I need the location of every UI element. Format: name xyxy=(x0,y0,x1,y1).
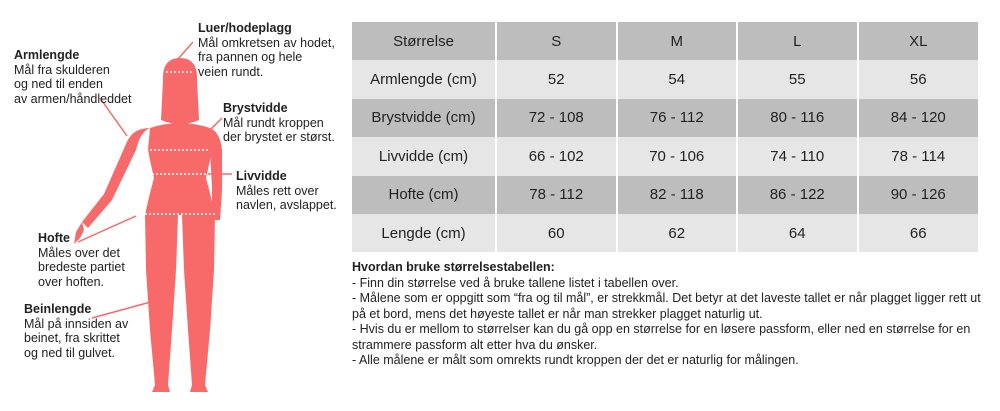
howto-item: - Målene som er oppgitt som “fra og til mål”, er strekkmål. Det betyr at det laveste tallet er når plagget ligger rett ut på et bord, mens det høyeste tallet er når man strekker plagget naturlig ut. xyxy=(352,291,981,321)
howto-item: - Alle målene er målt som omrekts rundt kroppen der det er naturlig for målingen. xyxy=(352,353,799,367)
table-header-cell: XL xyxy=(858,22,979,60)
table-cell: 55 xyxy=(737,60,858,98)
table-cell: 66 xyxy=(858,214,979,252)
table-header-row xyxy=(351,22,978,60)
table-row xyxy=(351,214,978,252)
table-cell: 72 - 108 xyxy=(496,99,617,137)
annotation-chest-desc: Mål rundt kroppen der brystet er størst. xyxy=(223,115,335,144)
table-row xyxy=(351,176,978,214)
row-label: Armlengde (cm) xyxy=(351,60,496,98)
annotation-waist-title: Livvidde xyxy=(236,169,287,183)
row-label: Livvidde (cm) xyxy=(351,137,496,175)
annotation-leg-title: Beinlengde xyxy=(24,302,92,316)
table-cell: 62 xyxy=(617,214,738,252)
table-cell: 66 - 102 xyxy=(496,137,617,175)
table-row xyxy=(351,99,978,137)
table-row xyxy=(351,60,978,98)
table-cell: 56 xyxy=(858,60,979,98)
howto-title: Hvordan bruke størrelsestabellen: xyxy=(352,260,555,274)
annotation-hip-title: Hofte xyxy=(38,231,70,245)
body-measurement-figure xyxy=(0,0,350,406)
size-table xyxy=(350,22,978,252)
table-header-cell: L xyxy=(737,22,858,60)
row-label: Hofte (cm) xyxy=(351,176,496,214)
annotation-hat-desc: Mål omkretsen av hodet, fra pannen og hele veien rundt. xyxy=(198,35,335,79)
howto-item: - Finn din størrelse ved å bruke tallene listet i tabellen over. xyxy=(352,275,679,290)
table-cell: 76 - 112 xyxy=(617,99,738,137)
table-cell: 90 - 126 xyxy=(858,176,979,214)
table-cell: 52 xyxy=(496,60,617,98)
table-cell: 64 xyxy=(737,214,858,252)
annotation-waist-desc: Måles rett over navlen, avslappet. xyxy=(236,183,337,212)
annotation-hat-title: Luer/hodeplagg xyxy=(198,21,292,35)
annotation-chest-title: Brystvidde xyxy=(223,101,288,115)
annotation-leg xyxy=(24,302,128,360)
table-row xyxy=(351,137,978,175)
table-header-cell: Størrelse xyxy=(351,22,496,60)
annotation-hip-desc: Måles over det bredeste partiet over hoften. xyxy=(38,245,125,289)
table-header-cell: S xyxy=(496,22,617,60)
table-cell: 86 - 122 xyxy=(737,176,858,214)
row-label: Brystvidde (cm) xyxy=(351,99,496,137)
annotation-arm-title: Armlengde xyxy=(14,48,80,62)
table-cell: 84 - 120 xyxy=(858,99,979,137)
annotation-arm xyxy=(14,48,131,106)
row-label: Lengde (cm) xyxy=(351,214,496,252)
table-header-cell: M xyxy=(617,22,738,60)
howto-item: - Hvis du er mellom to størrelser kan du gå opp en størrelse for en løsere passform, eller ned en størrelse for en strammere passform alt etter hva du ønsker. xyxy=(352,322,971,352)
table-cell: 60 xyxy=(496,214,617,252)
table-cell: 70 - 106 xyxy=(617,137,738,175)
table-cell: 78 - 112 xyxy=(496,176,617,214)
annotation-leg-desc: Mål på innsiden av beinet, fra skrittet og ned til gulvet. xyxy=(24,316,129,360)
table-cell: 82 - 118 xyxy=(617,176,738,214)
howto-section xyxy=(352,260,992,369)
annotation-arm-desc: Mål fra skulderen og ned til enden av armen/håndleddet xyxy=(14,62,132,106)
table-cell: 78 - 114 xyxy=(858,137,979,175)
table-cell: 54 xyxy=(617,60,738,98)
annotation-hip xyxy=(38,231,125,289)
annotation-waist xyxy=(236,169,337,213)
table-cell: 74 - 110 xyxy=(737,137,858,175)
table-cell: 80 - 116 xyxy=(737,99,858,137)
annotation-chest xyxy=(223,101,335,145)
annotation-hat xyxy=(198,21,335,79)
